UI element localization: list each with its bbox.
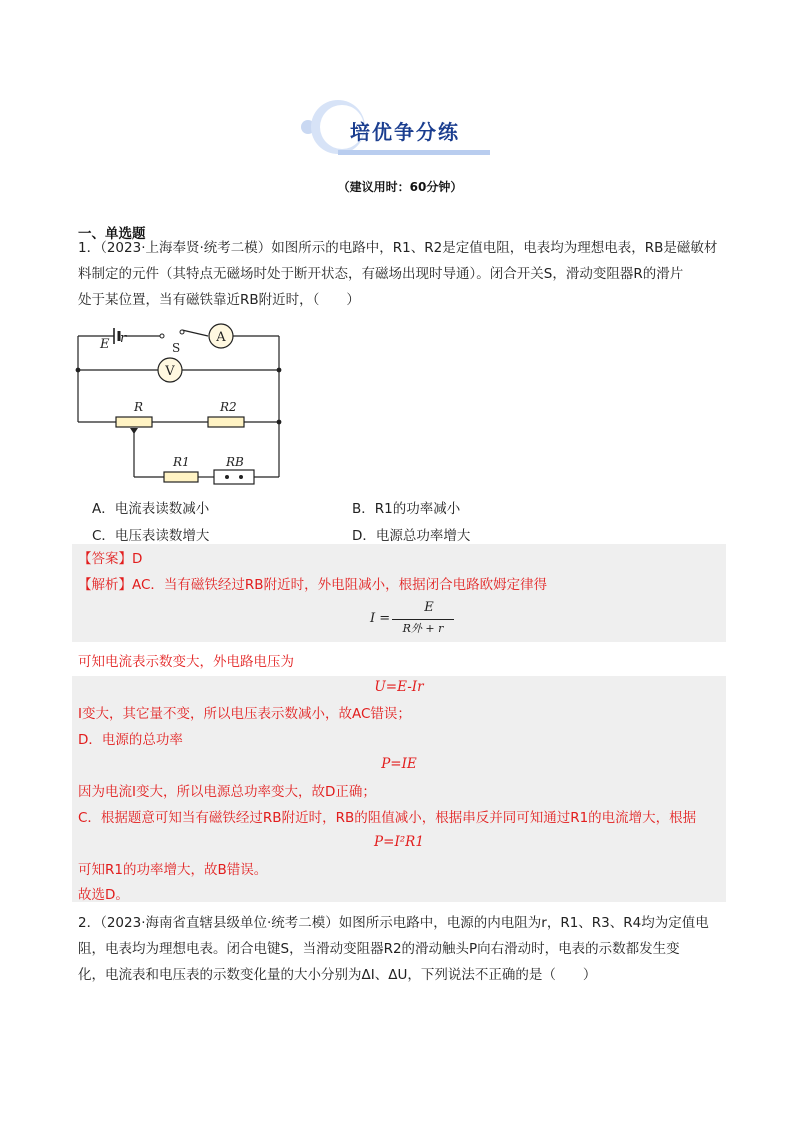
switch-contact-left — [160, 334, 164, 338]
label-rheostat: R — [134, 400, 144, 414]
formula-denominator: R外 + r — [402, 622, 444, 635]
switch-contact-right — [180, 330, 184, 334]
label-rb: RB — [226, 455, 244, 469]
q1-line-3: 处于某位置，当有磁铁靠近RB附近时，（ ） — [78, 292, 360, 308]
formula-numerator: E — [424, 600, 434, 615]
junction-dot — [76, 368, 81, 373]
formula-terminal-voltage: U=E-Ir — [374, 679, 424, 695]
q2-line-2: 阻，电表均为理想电表。闭合电键S，当滑动变阻器R2的滑动触头P向右滑动时，电表的示数都发生变 — [78, 941, 680, 957]
q1-analysis-head: 【解析】AC．当有磁铁经过RB附近时，外电阻减小，根据闭合电路欧姆定律得 — [78, 577, 548, 593]
q1-option-b[interactable]: B．R1的功率减小 — [352, 501, 461, 517]
q1-answer: 【答案】D — [78, 551, 143, 567]
q1-line-2: 料制定的元件（其特点无磁场时处于断开状态，有磁场出现时导通）。闭合开关S，滑动变阻器R的滑片 — [78, 266, 684, 282]
q1-option-c[interactable]: C．电压表读数增大 — [92, 528, 210, 544]
label-r2: R2 — [220, 400, 237, 414]
rheostat-slider-arrow — [130, 428, 138, 434]
q1-circuit-diagram — [70, 318, 290, 490]
ammeter-label: A — [216, 330, 226, 345]
section-title: 一、单选题 — [78, 226, 146, 242]
formula-lhs: I = — [370, 611, 391, 626]
q2-line-1: 2．（2023·海南省直辖县级单位·统考二模）如图所示电路中，电源的内电阻为r，R1、R3、R4均为定值电 — [78, 915, 709, 931]
q1-choose: 故选D。 — [78, 887, 129, 903]
q1-line-after-f1: 可知电流表示数变大，外电路电压为 — [78, 654, 294, 670]
junction-dot — [277, 420, 282, 425]
label-r1: R1 — [173, 455, 190, 469]
q2-stem — [78, 910, 718, 988]
voltmeter-label: V — [165, 364, 175, 379]
label-r-internal: r — [120, 331, 127, 346]
q1-line-after-f2: I变大，其它量不变，所以电压表示数减小，故AC错误； — [78, 706, 411, 722]
formula-r1-power: P=I²R1 — [374, 834, 424, 850]
q1-option-d[interactable]: D．电源总功率增大 — [352, 528, 471, 544]
junction-dot — [277, 368, 282, 373]
label-e: E — [100, 337, 110, 352]
switch-blade — [182, 330, 208, 336]
banner-title: 培优争分练 — [350, 120, 460, 144]
q1-stem — [78, 235, 718, 313]
resistor-r2 — [208, 417, 244, 427]
banner-underline — [338, 150, 490, 155]
q1-line-1: 1．（2023·上海奉贤·统考二模）如图所示的电路中，R1、R2是定值电阻，电表均为理想电表，RB是磁敏材 — [78, 240, 718, 256]
time-hint: （建议用时：60分钟） — [337, 180, 463, 194]
q1-line-c: C．根据题意可知当有磁铁经过RB附近时，RB的阻值减小，根据串反并同可知通过R1的电流增大，根据 — [78, 810, 697, 826]
formula-total-power: P=IE — [381, 756, 417, 772]
label-s: S — [172, 341, 181, 355]
q2-line-3: 化，电流表和电压表的示数变化量的大小分别为ΔI、ΔU，下列说法不正确的是（ ） — [78, 967, 597, 983]
q1-option-a[interactable]: A．电流表读数减小 — [92, 501, 210, 517]
q1-line-after-f4: 可知R1的功率增大，故B错误。 — [78, 862, 268, 878]
rheostat-r — [116, 417, 152, 427]
q1-line-after-f3: 因为电流I变大，所以电源总功率变大，故D正确； — [78, 784, 376, 800]
resistor-r1 — [164, 472, 198, 482]
q1-line-d: D．电源的总功率 — [78, 732, 183, 748]
magnetic-element-rb — [214, 470, 254, 484]
